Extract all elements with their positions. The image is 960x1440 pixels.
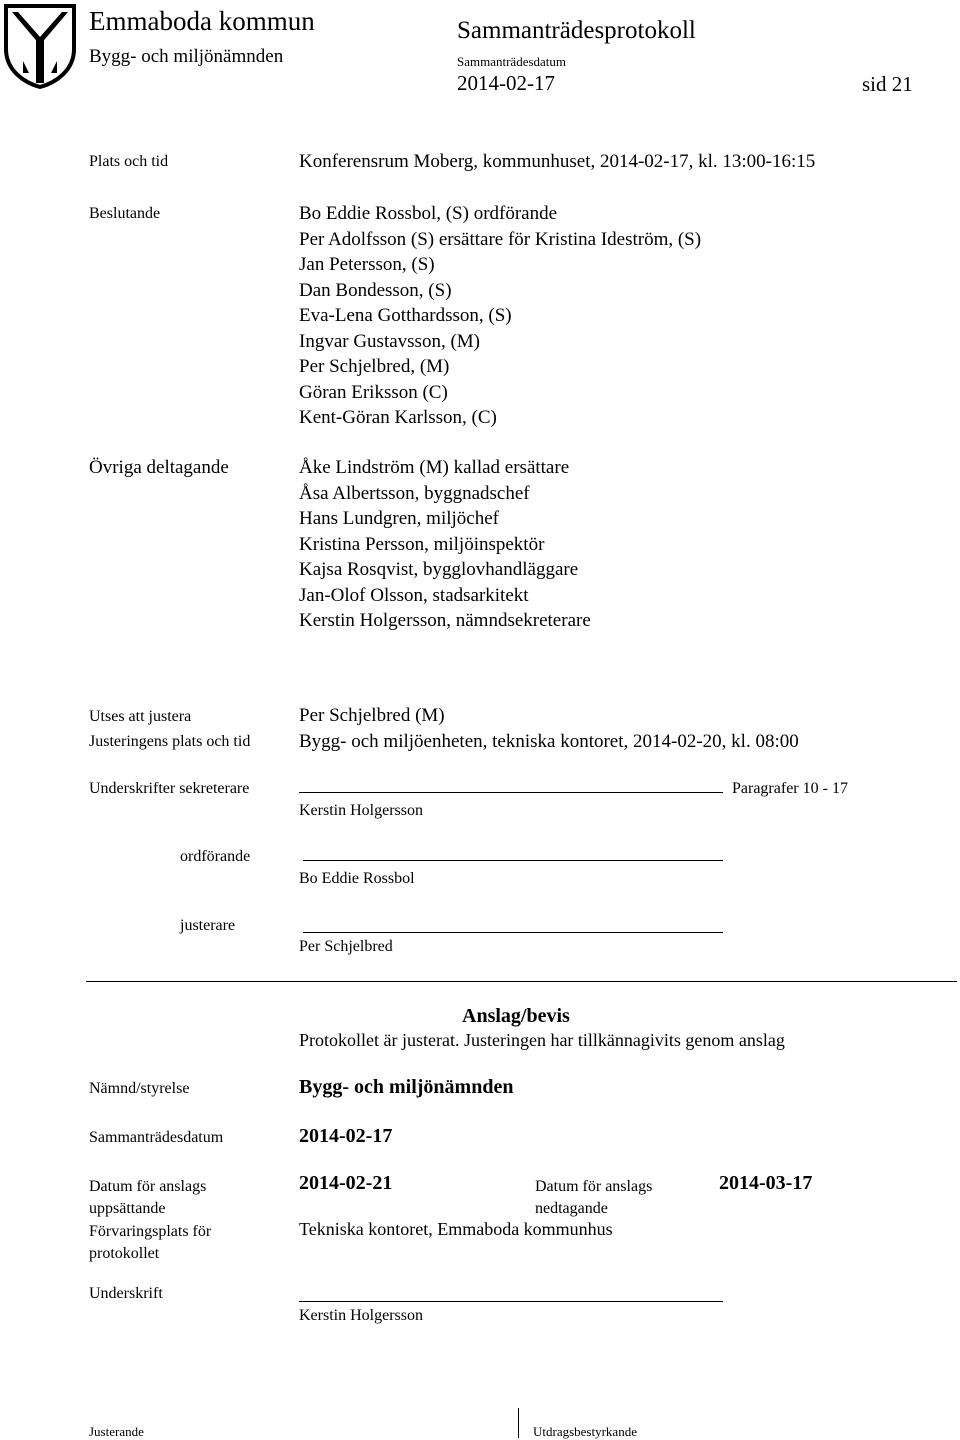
list-item: Kent-Göran Karlsson, (C)	[299, 407, 497, 428]
section-divider	[86, 981, 957, 982]
other-participants-list	[299, 455, 591, 634]
list-item: Kristina Persson, miljöinspektör	[299, 533, 545, 555]
department-name: Bygg- och miljönämnden	[89, 46, 284, 67]
secretary-name: Kerstin Holgersson	[299, 802, 423, 819]
page-number: sid 21	[862, 72, 913, 96]
chair-signature-line	[303, 860, 723, 861]
notice-date-value: 2014-02-17	[299, 1125, 393, 1147]
secretary-signature-line	[299, 792, 723, 793]
notice-subtitle: Protokollet är justerat. Justeringen har tillkännagivits genom anslag	[299, 1030, 785, 1050]
org-name: Emmaboda kommun	[89, 6, 315, 36]
footer-divider	[518, 1408, 519, 1438]
adjuster-signature-line	[303, 932, 723, 933]
storage-label-line: protokollet	[89, 1245, 160, 1262]
storage-value: Tekniska kontoret, Emmaboda kommunhus	[299, 1219, 613, 1239]
removed-date-value: 2014-03-17	[719, 1172, 813, 1194]
list-item: Bo Eddie Rossbol, (S) ordförande	[299, 203, 558, 224]
place-value: Konferensrum Moberg, kommunhuset, 2014-02-17, kl. 13:00-16:15	[299, 151, 816, 172]
adjustment-place-label: Justeringens plats och tid	[89, 733, 251, 750]
posted-date-value: 2014-02-21	[299, 1172, 393, 1194]
signature-label: Underskrift	[89, 1285, 163, 1302]
adjuster-label: justerare	[180, 917, 236, 934]
meeting-date: 2014-02-17	[457, 71, 555, 95]
place-label: Plats och tid	[89, 153, 169, 170]
document-title: Sammanträdesprotokoll	[457, 17, 696, 44]
chair-label: ordförande	[180, 848, 251, 865]
coat-of-arms-logo	[3, 3, 77, 89]
notice-signature-line	[299, 1301, 723, 1302]
list-item: Jan-Olof Olsson, stadsarkitekt	[299, 584, 529, 606]
signatures-label: Underskrifter sekreterare	[89, 780, 250, 797]
adjuster-appointed-value: Per Schjelbred (M)	[299, 705, 445, 726]
adjuster-name: Per Schjelbred	[299, 938, 393, 955]
board-label: Nämnd/styrelse	[89, 1080, 190, 1097]
meeting-date-label: Sammanträdesdatum	[457, 54, 567, 69]
list-item: Hans Lundgren, miljöchef	[299, 508, 499, 529]
notice-signature-name: Kerstin Holgersson	[299, 1307, 423, 1324]
removed-date-label-line: nedtagande	[535, 1200, 608, 1217]
footer-right-label: Utdragsbestyrkande	[533, 1424, 637, 1439]
posted-date-label-line: uppsättande	[89, 1200, 166, 1217]
removed-date-label	[535, 1176, 652, 1220]
decision-makers-label: Beslutande	[89, 205, 161, 222]
list-item: Göran Eriksson (C)	[299, 381, 448, 403]
list-item: Per Schjelbred, (M)	[299, 356, 450, 377]
notice-title: Anslag/bevis	[462, 1005, 570, 1027]
storage-label-line: Förvaringsplats för	[89, 1223, 212, 1240]
storage-label	[89, 1221, 211, 1265]
other-participants-label: Övriga deltagande	[89, 457, 229, 478]
list-item: Åsa Albertsson, byggnadschef	[299, 482, 530, 504]
notice-date-label: Sammanträdesdatum	[89, 1129, 224, 1146]
list-item: Per Adolfsson (S) ersättare för Kristina Ideström, (S)	[299, 228, 702, 250]
removed-date-label-line: Datum för anslags	[535, 1178, 653, 1195]
board-value: Bygg- och miljönämnden	[299, 1076, 514, 1098]
adjustment-place-value: Bygg- och miljöenheten, tekniska kontoret, 2014-02-20, kl. 08:00	[299, 731, 799, 752]
decision-makers-list	[299, 201, 701, 431]
list-item: Åke Lindström (M) kallad ersättare	[299, 457, 570, 478]
posted-date-label	[89, 1176, 206, 1220]
list-item: Kerstin Holgersson, nämndsekreterare	[299, 610, 591, 631]
paragraphs-value: Paragrafer 10 - 17	[732, 780, 848, 797]
list-item: Ingvar Gustavsson, (M)	[299, 330, 481, 352]
list-item: Jan Petersson, (S)	[299, 254, 435, 275]
list-item: Kajsa Rosqvist, bygglovhandläggare	[299, 559, 579, 580]
list-item: Dan Bondesson, (S)	[299, 279, 452, 301]
adjuster-appointed-label: Utses att justera	[89, 708, 192, 725]
coat-of-arms-icon	[3, 3, 77, 89]
posted-date-label-line: Datum för anslags	[89, 1178, 207, 1195]
footer-left-label: Justerande	[89, 1424, 144, 1439]
chair-name: Bo Eddie Rossbol	[299, 870, 415, 887]
list-item: Eva-Lena Gotthardsson, (S)	[299, 305, 512, 326]
